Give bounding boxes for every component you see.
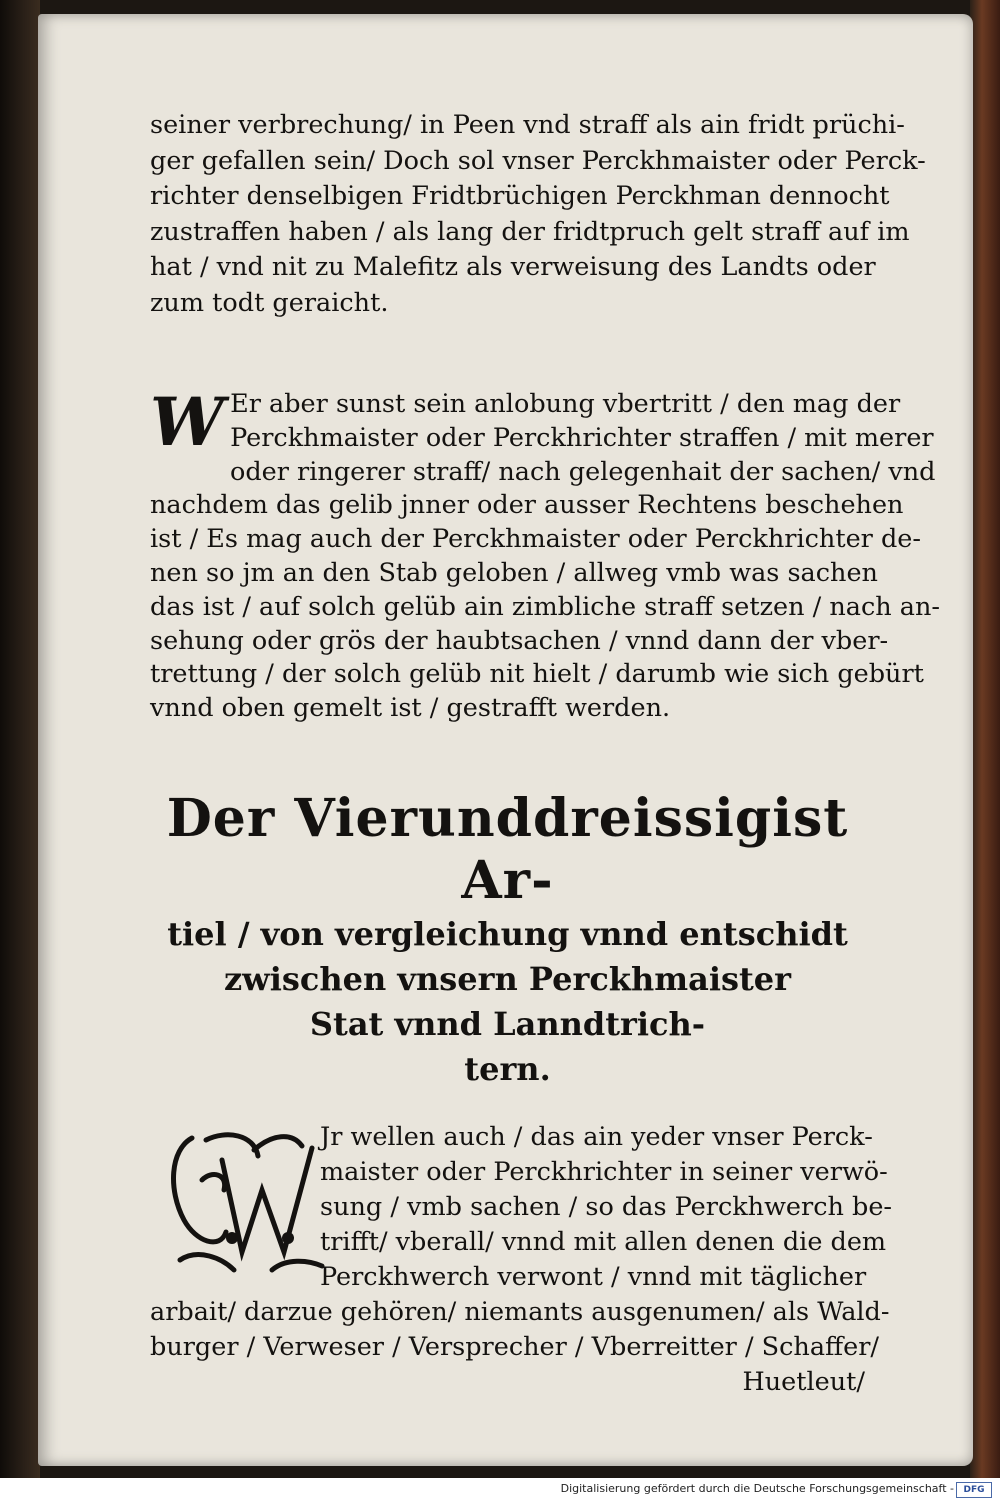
text-line: Perckhwerch verwont / vnnd mit täglicher xyxy=(320,1262,867,1292)
text-line: zum todt geraicht. xyxy=(150,287,389,318)
text-line: hat / vnd nit zu Malefitz als verweisung des Landts oder xyxy=(150,252,876,283)
text-line: Jr wellen auch / das ain yeder vnser Perck- xyxy=(320,1122,873,1152)
text-line: trettung / der solch gelüb nit hielt / darumb wie sich gebürt xyxy=(150,659,924,690)
heading-line: tiel / von vergleichung vnnd entschidt xyxy=(167,915,848,953)
text-line: richter denselbigen Fridtbrüchigen Perckhman dennocht xyxy=(150,181,890,212)
article-heading xyxy=(150,788,865,1092)
drop-cap: W xyxy=(150,383,225,461)
text-line: Perckhmaister oder Perckhrichter straffen / mit merer xyxy=(230,422,934,453)
heading-line: tern. xyxy=(464,1050,551,1088)
text-line: maister oder Perckhrichter in seiner verwö- xyxy=(320,1157,888,1187)
paragraph-1 xyxy=(150,108,926,322)
text-line: sung / vmb sachen / so das Perckhwerch be- xyxy=(320,1192,893,1222)
text-line: trifft/ vberall/ vnnd mit allen denen die dem xyxy=(320,1227,887,1257)
text-line: burger / Verweser / Versprecher / Vberreitter / Schaffer/ xyxy=(150,1332,880,1362)
paragraph-2 xyxy=(150,383,941,726)
book-spine-shadow xyxy=(0,0,40,1478)
book-edge xyxy=(970,0,1000,1478)
text-line: ger gefallen sein/ Doch sol vnser Perckhmaister oder Perck- xyxy=(150,145,926,176)
catchword: Huetleut/ xyxy=(742,1367,865,1397)
text-line: sehung oder grös der haubtsachen / vnnd dann der vber- xyxy=(150,625,889,656)
text-line: nen so jm an den Stab geloben / allweg vmb was sachen xyxy=(150,557,878,588)
text-line: zustraffen haben / als lang der fridtpruch gelt straff auf im xyxy=(150,216,910,247)
text-line: arbait/ darzue gehören/ niemants ausgenumen/ als Wald- xyxy=(150,1297,890,1327)
digitization-footer xyxy=(0,1478,1000,1500)
text-line: nachdem das gelib jnner oder ausser Rechtens beschehen xyxy=(150,490,904,521)
text-line: vnnd oben gemelt ist / gestrafft werden. xyxy=(150,693,671,724)
heading-line: zwischen vnsern Perckhmaister xyxy=(223,960,791,998)
paragraph-3 xyxy=(150,1120,893,1400)
text-line: seiner verbrechung/ in Peen vnd straff als ain fridt prüchi- xyxy=(150,110,905,140)
heading-line: Stat vnnd Lanndtrich- xyxy=(309,1005,706,1043)
footer-credit: Digitalisierung gefördert durch die Deutsche Forschungsgemeinschaft - xyxy=(560,1482,954,1495)
text-line: Er aber sunst sein anlobung vbertritt / den mag der xyxy=(230,389,901,419)
text-line: das ist / auf solch gelüb ain zimbliche straff setzen / nach an- xyxy=(150,591,941,622)
text-line: ist / Es mag auch der Perckhmaister oder Perckhrichter de- xyxy=(150,524,921,555)
dfg-logo-icon: DFG xyxy=(956,1482,992,1498)
heading-title: Der Vierunddreissigist Ar- xyxy=(166,788,849,911)
text-line: oder ringerer straff/ nach gelegenhait der sachen/ vnd xyxy=(230,456,936,487)
